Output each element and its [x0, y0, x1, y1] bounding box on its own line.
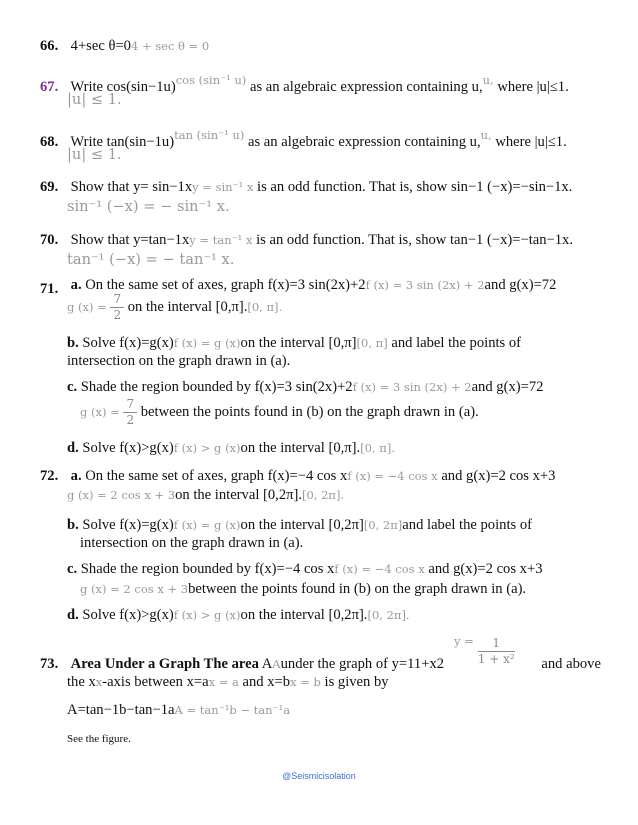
math-render: [0, π]. — [360, 441, 395, 455]
problem-text: On the same set of axes, graph f(x)=−4 cos x — [85, 468, 348, 484]
numerator: 1 — [478, 636, 515, 652]
problem-70 — [40, 231, 608, 249]
math-render: y = tan⁻¹ x — [189, 233, 253, 247]
problem-text: Show that y= sin−1x — [70, 179, 193, 195]
problem-text: Write tan(sin−1u) — [70, 134, 175, 150]
problem-number: 66. — [40, 38, 59, 54]
math-render: |u| ≤ 1. — [67, 146, 122, 163]
problem-number: 68. — [40, 134, 59, 150]
problem-text: on the interval [0,π]. — [240, 440, 361, 456]
part-label: b. — [67, 335, 79, 351]
numerator: 7 — [123, 397, 137, 413]
problem-71-part-c-line2 — [80, 397, 479, 428]
math-render: sin⁻¹ (−x) = − sin⁻¹ x. — [67, 198, 230, 215]
math-render: f (x) = 3 sin (2x) + 2 — [352, 380, 472, 394]
math-render: [0, 2π]. — [302, 488, 345, 502]
problem-text: as an algebraic expression containing u, — [250, 79, 483, 95]
part-label: a. — [70, 277, 82, 293]
problem-69 — [40, 178, 608, 196]
problem-72-part-a-line2 — [67, 487, 344, 504]
math-render: 4 + sec θ = 0 — [130, 39, 210, 53]
problem-text: is an odd function. That is, show sin−1 (−x)=−sin−1x. — [257, 179, 573, 195]
problem-text: is given by — [324, 674, 389, 690]
problem-number: 71. — [40, 281, 59, 297]
problem-72-part-b — [67, 517, 532, 534]
problem-text: -axis between x=a — [102, 674, 209, 690]
math-render: cos (sin⁻¹ u) — [175, 73, 247, 87]
problem-text: and label the points of — [402, 517, 532, 533]
problem-text: Shade the region bounded by f(x)=−4 cos x — [80, 561, 335, 577]
problem-text: on the interval [0,2π] — [240, 517, 364, 533]
problem-text: on the interval [0,π]. — [127, 298, 248, 315]
math-render: f (x) = g (x) — [173, 518, 241, 532]
problem-text: A — [261, 656, 273, 672]
problem-text: Write cos(sin−1u) — [70, 79, 176, 95]
problem-text: and g(x)=2 cos x+3 — [428, 561, 543, 577]
problem-text: on the interval [0,π] — [240, 335, 357, 351]
math-render: g (x) = — [67, 299, 107, 314]
problem-text: and x=b — [242, 674, 291, 690]
problem-73-line3 — [67, 702, 290, 719]
math-render: f (x) = g (x) — [173, 336, 241, 350]
problem-71-part-c — [67, 379, 543, 396]
problem-text: On the same set of axes, graph f(x)=3 sin(2x)+2 — [85, 277, 366, 293]
problem-text: and above — [541, 656, 601, 672]
problem-text: on the interval [0,2π]. — [240, 607, 368, 623]
math-render: tan⁻¹ (−x) = − tan⁻¹ x. — [67, 251, 235, 268]
denominator: 2 — [113, 308, 122, 322]
problem-text: is an odd function. That is, show tan−1 (−x)=−tan−1x. — [256, 232, 574, 248]
fraction — [478, 636, 515, 667]
problem-text: intersection on the graph drawn in (a). — [80, 535, 304, 551]
problem-text: and g(x)=72 — [484, 277, 557, 293]
math-render: A — [272, 657, 281, 671]
math-render: tan (sin⁻¹ u) — [174, 128, 245, 142]
problem-text: A=tan−1b−tan−1a — [67, 702, 175, 718]
problem-73 — [40, 655, 608, 673]
problem-72-part-d — [67, 607, 410, 624]
problem-72-part-c — [67, 561, 543, 578]
part-label: b. — [67, 517, 79, 533]
math-render: [0, 2π] — [363, 518, 403, 532]
problem-text: Solve f(x)=g(x) — [82, 335, 174, 351]
math-render: g (x) = 2 cos x + 3 — [67, 488, 176, 502]
problem-text: on the interval [0,2π]. — [175, 487, 302, 503]
math-render: x — [95, 675, 103, 689]
math-render: [0, 2π]. — [367, 608, 410, 622]
problem-71-part-b — [67, 335, 521, 352]
math-render: u, — [482, 73, 494, 87]
problem-text: 4+sec θ=0 — [70, 38, 131, 54]
denominator: 1 + x² — [477, 651, 515, 666]
fraction — [110, 292, 124, 323]
watermark-footer: @Seismicisolation — [282, 771, 356, 781]
math-render: f (x) = −4 cos x — [334, 562, 425, 576]
math-render: f (x) = 3 sin (2x) + 2 — [365, 278, 485, 292]
problem-text: and g(x)=2 cos x+3 — [441, 468, 556, 484]
problem-text: Solve f(x)>g(x) — [82, 607, 174, 623]
fraction-display — [454, 634, 515, 667]
part-label: c. — [67, 561, 78, 577]
problem-text: as an algebraic expression containing u, — [248, 134, 481, 150]
problem-68 — [40, 126, 608, 151]
problem-text: between the points found in (b) on the graph drawn in (a). — [140, 403, 479, 420]
math-render: y = — [454, 634, 474, 648]
problem-text: and g(x)=72 — [471, 379, 544, 395]
math-render: g (x) = 2 cos x + 3 — [80, 582, 189, 596]
math-render: x = b — [290, 675, 321, 689]
math-render: g (x) = — [80, 404, 120, 419]
problem-text: where |u|≤1. — [495, 134, 567, 150]
see-figure-note: See the figure. — [67, 733, 131, 745]
problem-text: Show that y=tan−1x — [70, 232, 190, 248]
problem-72-part-a — [40, 467, 608, 485]
problem-title: Area Under a Graph The area — [70, 656, 259, 672]
problem-number: 72. — [40, 468, 59, 484]
denominator: 2 — [126, 413, 135, 427]
problem-66 — [40, 37, 608, 55]
numerator: 7 — [110, 292, 124, 308]
math-render: f (x) = −4 cos x — [347, 469, 438, 483]
math-render: [0, π] — [356, 336, 388, 350]
part-label: a. — [70, 468, 82, 484]
problem-71-part-a-line2 — [67, 292, 282, 323]
problem-number: 70. — [40, 232, 59, 248]
problem-text: intersection on the graph drawn in (a). — [67, 353, 291, 369]
math-render: A = tan⁻¹b − tan⁻¹a — [174, 703, 291, 717]
problem-number: 69. — [40, 179, 59, 195]
problem-67 — [40, 71, 608, 96]
problem-text: and label the points of — [391, 335, 522, 351]
problem-72-part-c-line2 — [80, 581, 526, 598]
problem-text: Solve f(x)=g(x) — [82, 517, 174, 533]
problem-text: under the graph of y=11+x2 — [280, 656, 445, 672]
part-label: c. — [67, 379, 78, 395]
problem-text: the x — [67, 674, 96, 690]
fraction — [123, 397, 137, 428]
math-render: x = a — [208, 675, 239, 689]
problem-number: 73. — [40, 656, 59, 672]
part-label: d. — [67, 440, 79, 456]
problem-number: 67. — [40, 79, 59, 95]
math-render: u, — [480, 128, 492, 142]
math-render: y = sin⁻¹ x — [192, 180, 254, 194]
problem-text: where |u|≤1. — [497, 79, 569, 95]
problem-text: between the points found in (b) on the graph drawn in (a). — [188, 581, 527, 597]
problem-text: Solve f(x)>g(x) — [82, 440, 174, 456]
problem-71-part-d — [67, 440, 395, 457]
problem-73-line2 — [67, 674, 389, 691]
math-render: |u| ≤ 1. — [67, 91, 122, 108]
problem-text: Shade the region bounded by f(x)=3 sin(2x)+2 — [80, 379, 353, 395]
part-label: d. — [67, 607, 79, 623]
math-render: f (x) > g (x) — [173, 608, 241, 622]
math-render: [0, π]. — [247, 299, 283, 314]
math-render: f (x) > g (x) — [173, 441, 241, 455]
